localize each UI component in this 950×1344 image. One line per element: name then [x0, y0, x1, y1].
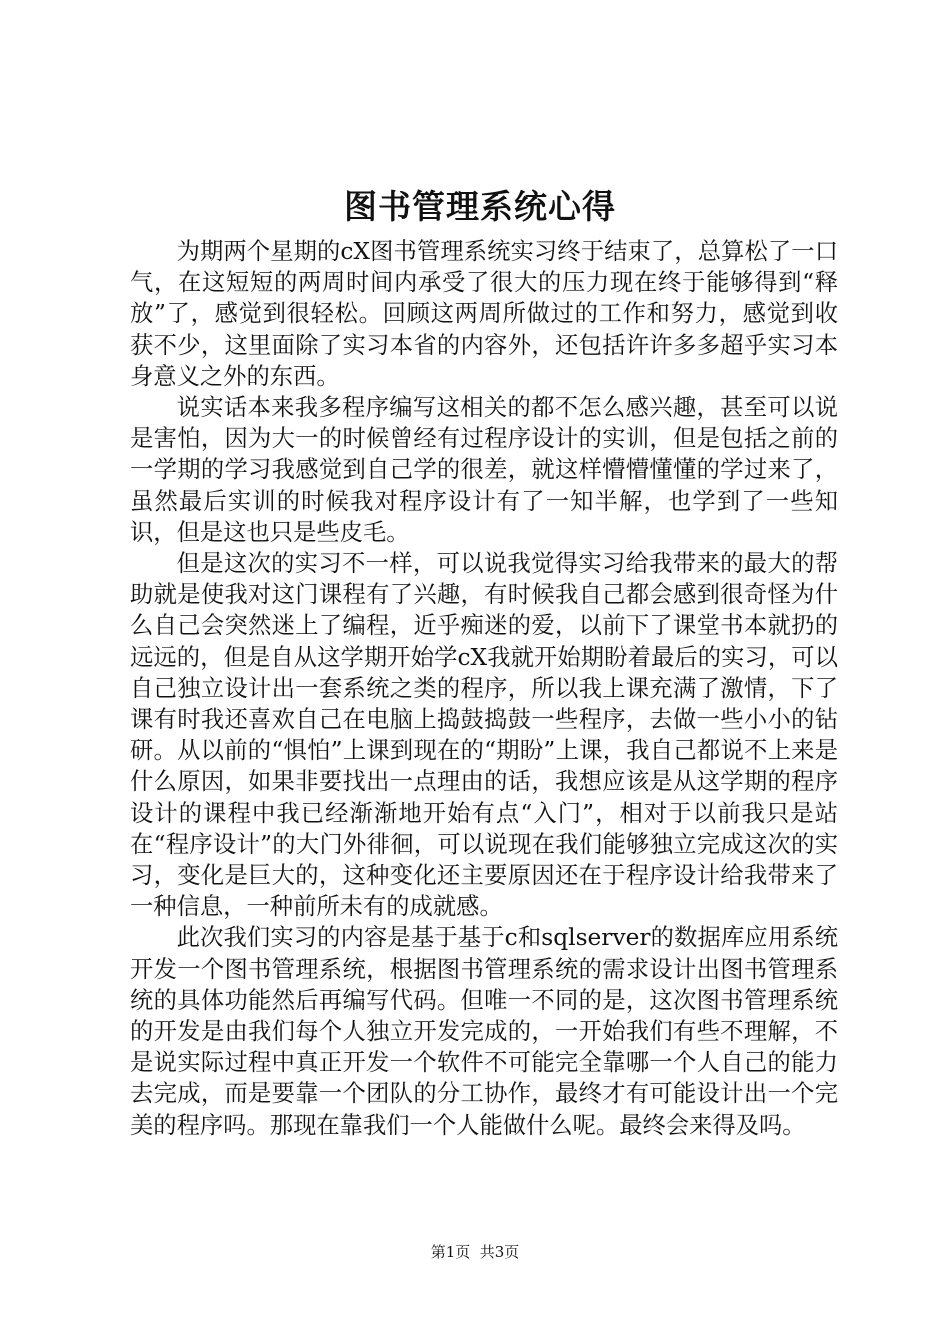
- document-body: [130, 236, 838, 1141]
- document-title: 图书管理系统心得: [344, 187, 616, 226]
- page-footer: [0, 1241, 950, 1263]
- page-number: 第1页 共3页: [430, 1243, 520, 1261]
- paragraph-4: 此次我们实习的内容是基于基于c和sqlserver的数据库应用系统开发一个图书管理系统，根据图书管理系统的需求设计出图书管理系统的具体功能然后再编写代码。但唯一不同的是，这次图书管理系统的开发是由我们每个人独立开发完成的，一开始我们有些不理解，不是说实际过程中真正开发一个软件不可能完全靠哪一个人自己的能力去完成，而是要靠一个团队的分工协作，最终才有可能设计出一个完美的程序吗。那现在靠我们一个人能做什么呢。最终会来得及吗。: [130, 924, 838, 1139]
- paragraph-1: 为期两个星期的cX图书管理系统实习终于结束了，总算松了一口气，在这短短的两周时间内承受了很大的压力现在终于能够得到“释放”了，感觉到很轻松。回顾这两周所做过的工作和努力，感觉到收获不少，这里面除了实习本省的内容外，还包括许许多多超乎实习本身意义之外的东西。: [130, 238, 838, 390]
- paragraph-3: 但是这次的实习不一样，可以说我觉得实习给我带来的最大的帮助就是使我对这门课程有了兴趣，有时候我自己都会感到很奇怪为什么自己会突然迷上了编程，近乎痴迷的爱，以前下了课堂书本就扔的远远的，但是自从这学期开始学cX我就开始期盼着最后的实习，可以自己独立设计出一套系统之类的程序，所以我上课充满了激情，下了课有时我还喜欢自己在电脑上捣鼓捣鼓一些程序，去做一些小小的钻研。从以前的“惧怕”上课到现在的“期盼”上课，我自己都说不上来是什么原因，如果非要找出一点理由的话，我想应该是从这学期的程序设计的课程中我已经渐渐地开始有点“入门”，相对于以前我只是站在“程序设计”的大门外徘徊，可以说现在我们能够独立完成这次的实习，变化是巨大的，这种变化还主要原因还在于程序设计给我带来了一种信息，一种前所未有的成就感。: [130, 550, 838, 921]
- paragraph-2: 说实话本来我多程序编写这相关的都不怎么感兴趣，甚至可以说是害怕，因为大一的时候曾经有过程序设计的实训，但是包括之前的一学期的学习我感觉到自己学的很差，就这样懵懵懂懂的学过来了，虽然最后实训的时候我对程序设计有了一知半解，也学到了一些知识，但是这也只是些皮毛。: [130, 394, 838, 546]
